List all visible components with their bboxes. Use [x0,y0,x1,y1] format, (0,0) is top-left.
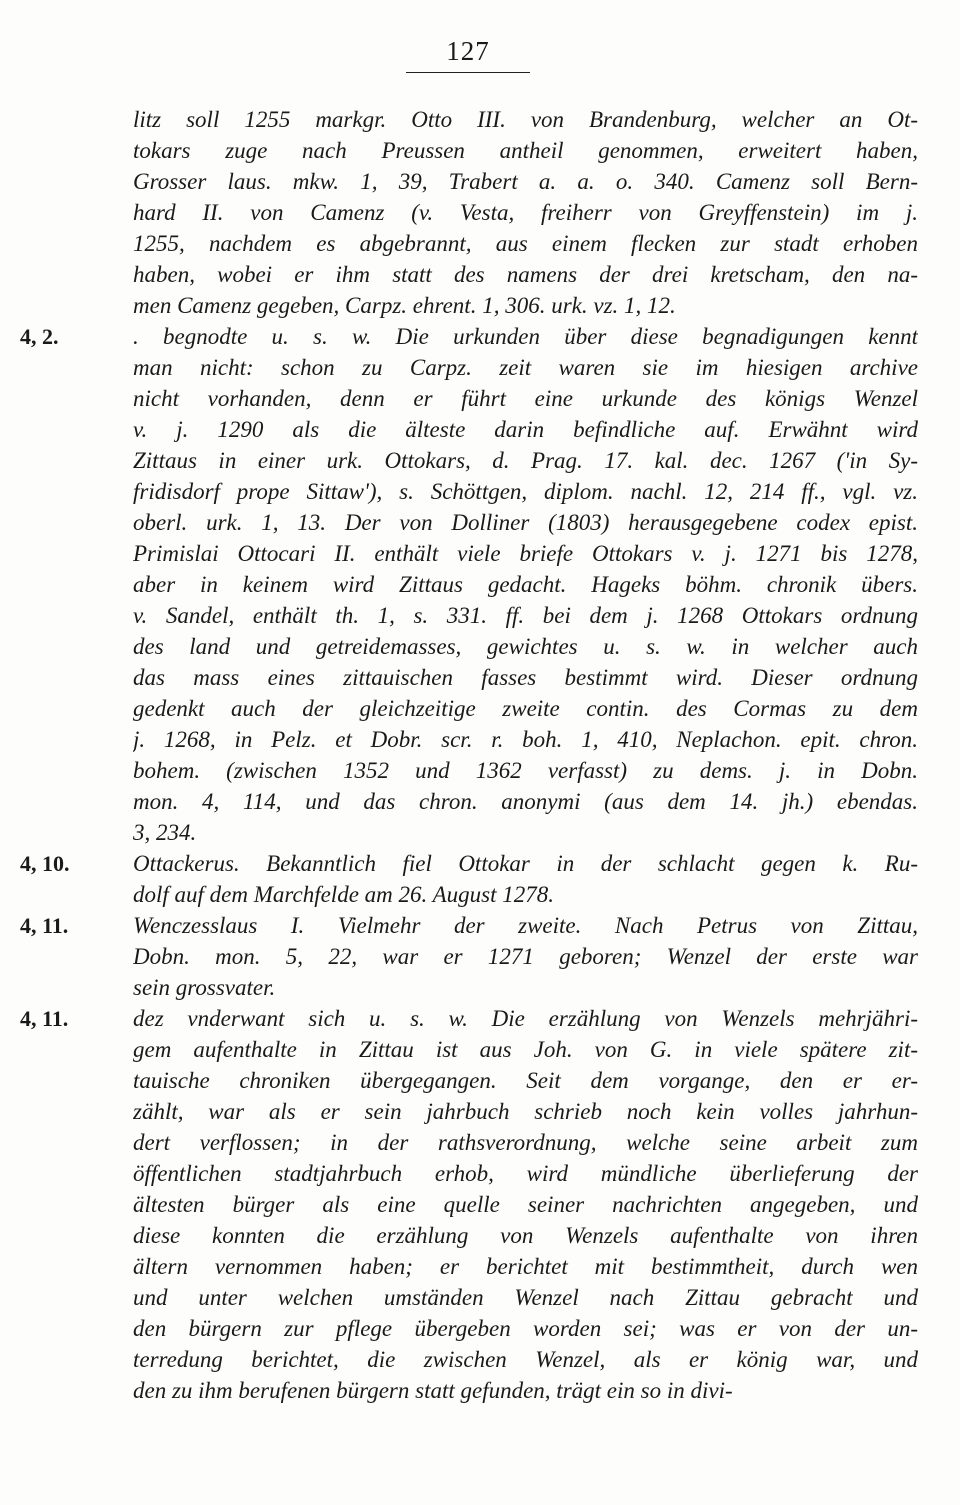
text-line: nicht vorhanden, denn er führt eine urkunde des königs Wenzel [133,386,918,411]
text-line: und unter welchen umständen Wenzel nach Zittau gebracht und [133,1285,918,1310]
line-reference: 4, 11. [20,913,69,938]
text-line: Grosser laus. mkw. 1, 39, Trabert a. a. o. 340. Camenz soll Bern- [133,169,918,194]
text-line: ältesten bürger als eine quelle seiner nachrichten angegeben, und [133,1192,918,1217]
text-line: litz soll 1255 markgr. Otto III. von Brandenburg, welcher an Ot- [133,107,918,132]
text-line: 3, 234. [133,820,197,845]
commentary-entry [0,321,960,848]
text-line: des land und getreidemasses, gewichtes u. s. w. in welcher auch [133,634,918,659]
text-line: mon. 4, 114, und das chron. anonymi (aus dem 14. jh.) ebendas. [133,789,918,814]
commentary-entry [0,1003,960,1406]
text-line: Primislai Ottocari II. enthält viele briefe Ottokars v. j. 1271 bis 1278, [133,541,918,566]
text-line: bohem. (zwischen 1352 und 1362 verfasst) zu dems. j. in Dobn. [133,758,918,783]
text-line: men Camenz gegeben, Carpz. ehrent. 1, 306. urk. vz. 1, 12. [133,293,676,318]
text-line: gedenkt auch der gleichzeitige zweite contin. des Cormas zu dem [133,696,918,721]
text-line: ältern vernommen haben; er berichtet mit bestimmtheit, durch wen [133,1254,918,1279]
text-line: dolf auf dem Marchfelde am 26. August 1278. [133,882,554,907]
line-reference: 4, 10. [20,851,70,876]
text-line: Dobn. mon. 5, 22, war er 1271 geboren; Wenzel der erste war [133,944,918,969]
text-line: aber in keinem wird Zittaus gedacht. Hageks böhm. chronik übers. [133,572,918,597]
text-line: j. 1268, in Pelz. et Dobr. scr. r. boh. 1, 410, Neplachon. epit. chron. [133,727,918,752]
text-line: öffentlichen stadtjahrbuch erhob, wird mündliche überlieferung der [133,1161,918,1186]
text-line: oberl. urk. 1, 13. Der von Dolliner (1803) herausgegebene codex epist. [133,510,918,535]
text-line: hard II. von Camenz (v. Vesta, freiherr von Greyffenstein) im j. [133,200,918,225]
text-line: Ottackerus. Bekanntlich fiel Ottokar in der schlacht gegen k. Ru- [133,851,918,876]
commentary-entry [0,848,960,910]
text-line: dez vnderwant sich u. s. w. Die erzählung von Wenzels mehrjähri- [133,1006,918,1031]
commentary-entry [0,104,960,321]
text-line: fridisdorf prope Sittaw'), s. Schöttgen, diplom. nachl. 12, 214 ff., vgl. vz. [133,479,918,504]
text-line: Zittaus in einer urk. Ottokars, d. Prag. 17. kal. dec. 1267 ('in Sy- [133,448,918,473]
text-line: . begnodte u. s. w. Die urkunden über diese begnadigungen kennt [133,324,918,349]
text-line: das mass eines zittauischen fasses bestimmt wird. Dieser ordnung [133,665,918,690]
text-line: man nicht: schon zu Carpz. zeit waren sie im hiesigen archive [133,355,918,380]
text-line: Wenczesslaus I. Vielmehr der zweite. Nach Petrus von Zittau, [133,913,918,938]
text-line: 1255, nachdem es abgebrannt, aus einem flecken zur stadt erhoben [133,231,918,256]
text-line: diese konnten die erzählung von Wenzels aufenthalte von ihren [133,1223,918,1248]
text-line: terredung berichtet, die zwischen Wenzel, als er könig war, und [133,1347,918,1372]
page-number-rule [406,72,530,73]
line-reference: 4, 2. [20,324,59,349]
commentary-entry [0,910,960,1003]
page-number: 127 [446,36,490,66]
text-line: den bürgern zur pflege übergeben worden sei; was er von der un- [133,1316,918,1341]
text-line: v. j. 1290 als die älteste darin befindliche auf. Erwähnt wird [133,417,918,442]
text-line: dert verflossen; in der rathsverordnung, welche seine arbeit zum [133,1130,918,1155]
text-line: zählt, war als er sein jahrbuch schrieb noch kein volles jahrhun- [133,1099,918,1124]
text-line: haben, wobei er ihm statt des namens der drei kretscham, den na- [133,262,918,287]
text-line: den zu ihm berufenen bürgern statt gefunden, trägt ein so in divi- [133,1378,733,1403]
text-line: gem aufenthalte in Zittau ist aus Joh. von G. in viele spätere zit- [133,1037,918,1062]
text-line: tauische chroniken übergegangen. Seit dem vorgange, den er er- [133,1068,918,1093]
line-reference: 4, 11. [20,1006,69,1031]
text-line: v. Sandel, enthält th. 1, s. 331. ff. bei dem j. 1268 Ottokars ordnung [133,603,918,628]
text-line: tokars zuge nach Preussen antheil genommen, erweitert haben, [133,138,918,163]
text-line: sein grossvater. [133,975,276,1000]
commentary-text [0,104,960,1406]
